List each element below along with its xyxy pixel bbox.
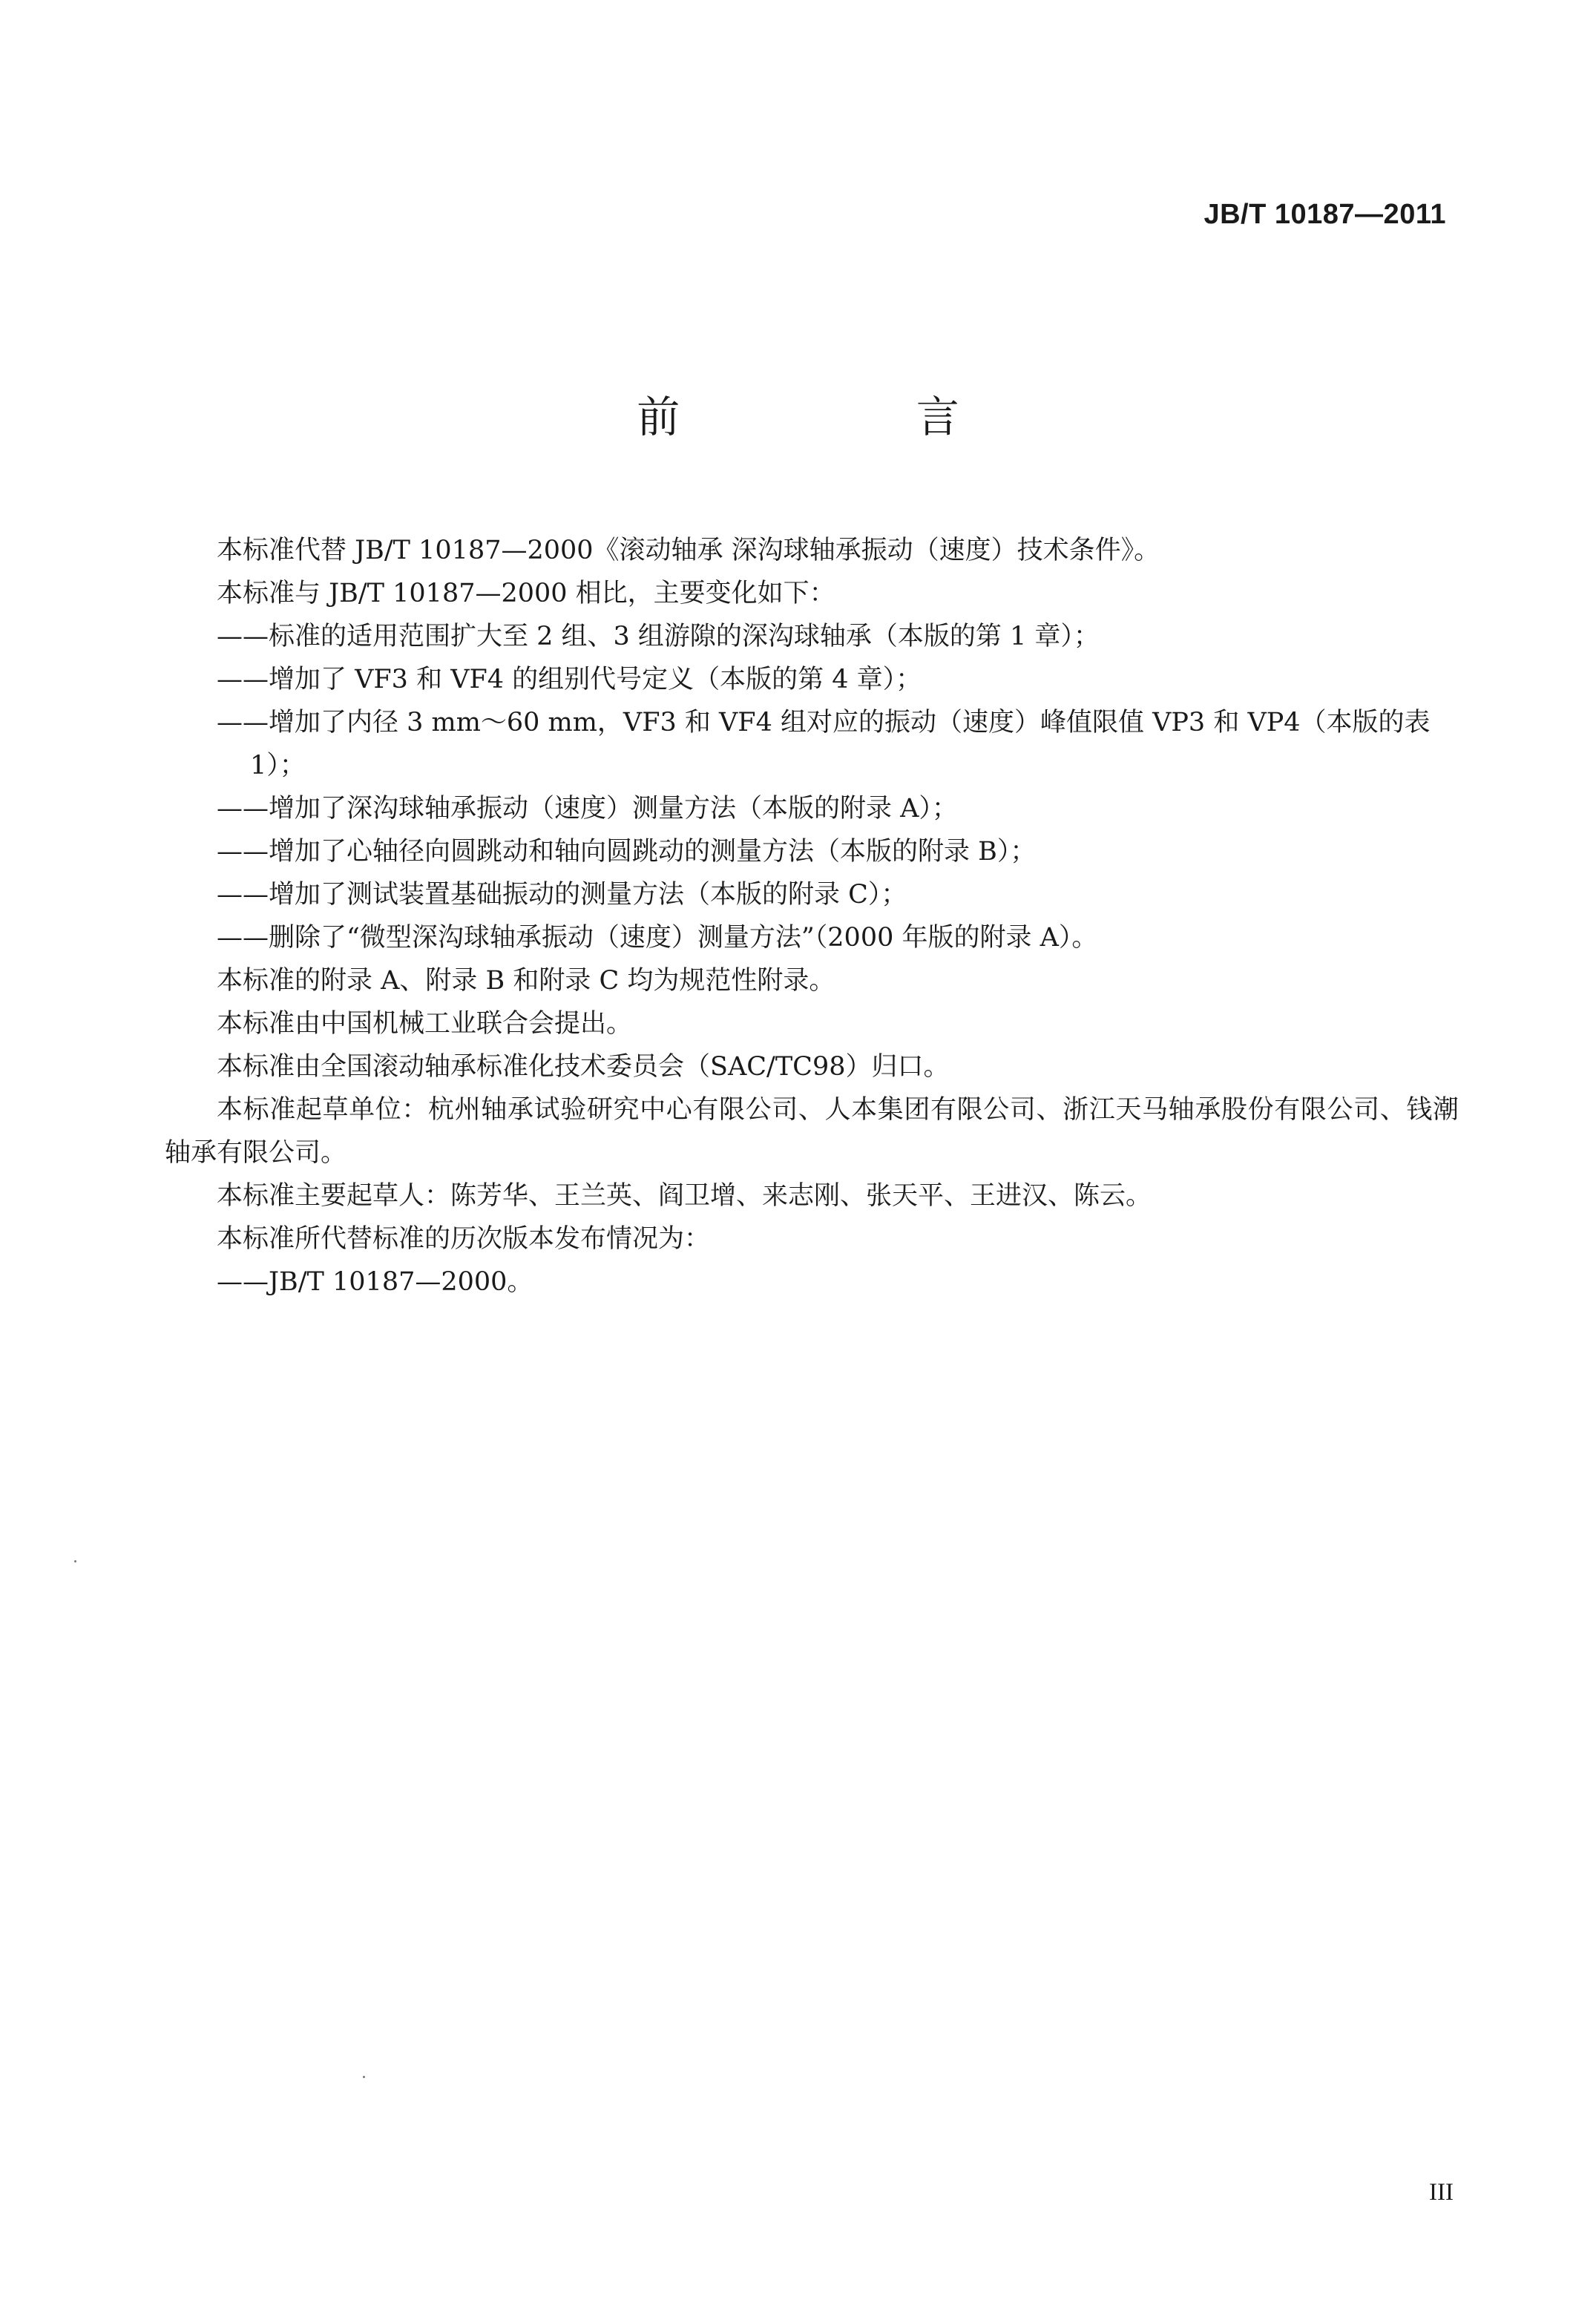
scan-speck <box>363 2076 365 2078</box>
paragraph-replaces: 本标准代替 JB/T 10187—2000《滚动轴承 深沟球轴承振动（速度）技术条件》。 <box>217 536 1160 565</box>
change-item: ——增加了内径 3 mm～60 mm，VF3 和 VF4 组对应的振动（速度）峰值限值 VP3 和 VP4（本版的表 1）； <box>217 708 1431 780</box>
standard-number: JB/T 10187—2011 <box>1203 199 1446 230</box>
page-number: III <box>1429 2179 1454 2206</box>
preface-body <box>165 529 1459 1304</box>
paragraph-drafting-units: 本标准起草单位：杭州轴承试验研究中心有限公司、人本集团有限公司、浙江天马轴承股份有限公司、钱潮轴承有限公司。 <box>165 1095 1459 1168</box>
change-item: ——删除了“微型深沟球轴承振动（速度）测量方法”（2000 年版的附录 A）。 <box>217 923 1098 953</box>
paragraph-history-intro: 本标准所代替标准的历次版本发布情况为： <box>217 1224 711 1254</box>
change-item: ——标准的适用范围扩大至 2 组、3 组游隙的深沟球轴承（本版的第 1 章）； <box>217 622 1100 651</box>
change-item: ——增加了心轴径向圆跳动和轴向圆跳动的测量方法（本版的附录 B）； <box>217 837 1037 867</box>
history-item: ——JB/T 10187—2000。 <box>217 1267 533 1297</box>
change-item: ——增加了 VF3 和 VF4 的组别代号定义（本版的第 4 章）； <box>217 665 922 694</box>
change-item: ——增加了测试装置基础振动的测量方法（本版的附录 C）； <box>217 880 907 910</box>
paragraph-annexes: 本标准的附录 A、附录 B 和附录 C 均为规范性附录。 <box>217 966 835 996</box>
paragraph-administered-by: 本标准由全国滚动轴承标准化技术委员会（SAC/TC98）归口。 <box>217 1052 950 1082</box>
paragraph-changes-intro: 本标准与 JB/T 10187—2000 相比，主要变化如下： <box>217 579 835 608</box>
change-item: ——增加了深沟球轴承振动（速度）测量方法（本版的附录 A）； <box>217 794 958 824</box>
page-title: 前 言 <box>637 392 1071 442</box>
paragraph-drafters: 本标准主要起草人：陈芳华、王兰英、阎卫增、来志刚、张天平、王进汉、陈云。 <box>217 1181 1152 1211</box>
scan-speck <box>74 1560 76 1562</box>
paragraph-proposed-by: 本标准由中国机械工业联合会提出。 <box>217 1009 633 1039</box>
